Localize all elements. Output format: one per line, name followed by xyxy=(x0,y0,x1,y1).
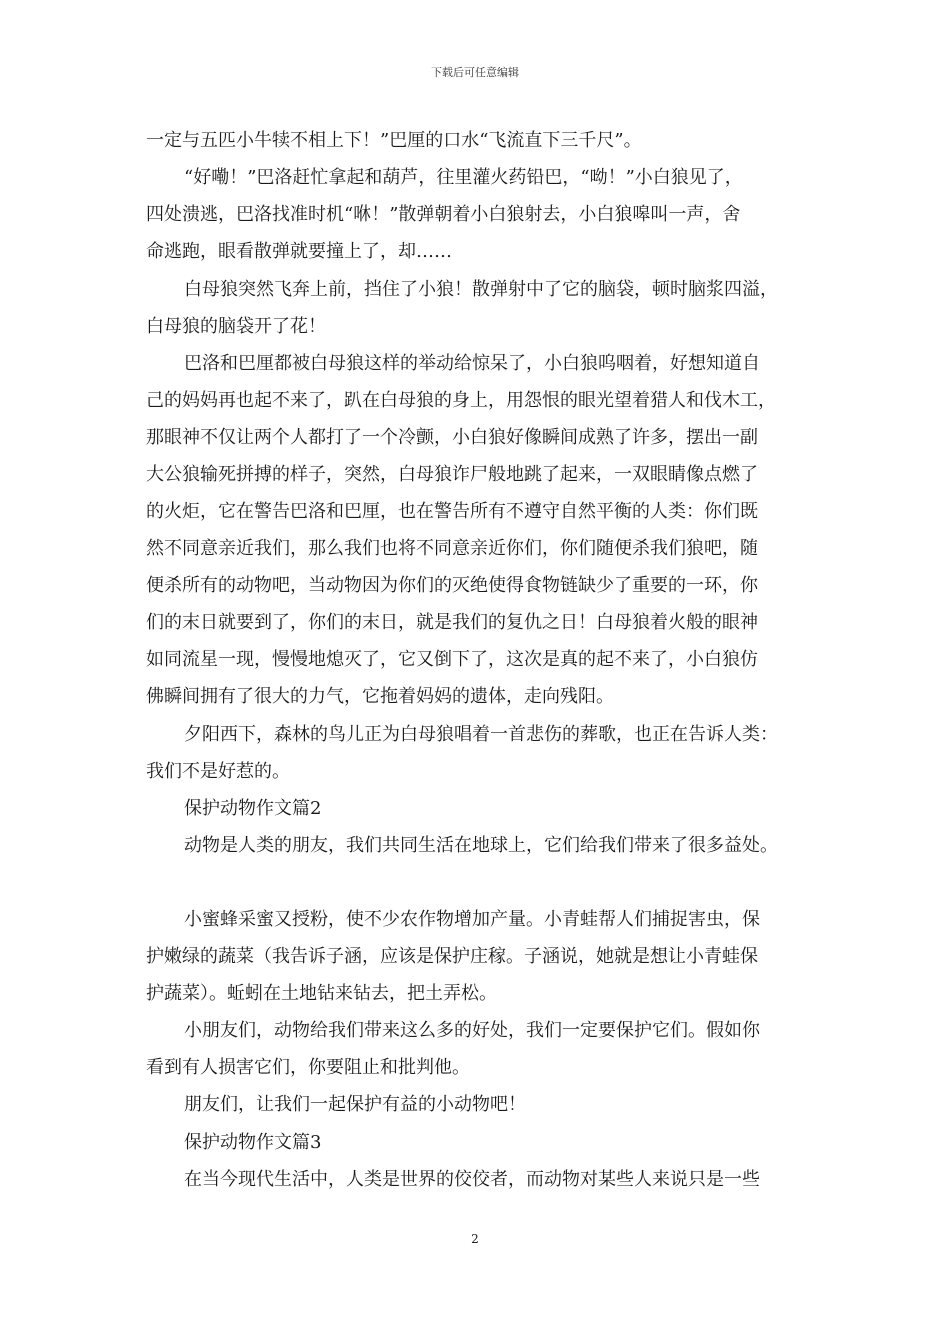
text-line: 动物是人类的朋友，我们共同生活在地球上，它们给我们带来了很多益处。 xyxy=(184,835,778,856)
text-line: 一定与五匹小牛犊不相上下！”巴厘的口水“飞流直下三千尺”。 xyxy=(146,130,642,151)
text-line: 在当今现代生活中，人类是世界的佼佼者，而动物对某些人来说只是一些 xyxy=(184,1169,760,1190)
text-line: 巴洛和巴厘都被白母狼这样的举动给惊呆了，小白狼呜咽着，好想知道自 xyxy=(184,353,760,374)
text-line: 佛瞬间拥有了很大的力气，它拖着妈妈的遗体，走向残阳。 xyxy=(146,686,614,707)
text-line: 看到有人损害它们，你要阻止和批判他。 xyxy=(146,1057,470,1078)
text-line: 小朋友们，动物给我们带来这么多的好处，我们一定要保护它们。假如你 xyxy=(184,1020,760,1041)
text-line: 朋友们，让我们一起保护有益的小动物吧！ xyxy=(184,1094,526,1115)
text-line: 便杀所有的动物吧，当动物因为你们的灭绝使得食物链缺少了重要的一环，你 xyxy=(146,575,758,596)
text-line: 护嫩绿的蔬菜（我告诉子涵，应该是保护庄稼。子涵说，她就是想让小青蛙保 xyxy=(146,946,758,967)
text-line: 的火炬，它在警告巴洛和巴厘，也在警告所有不遵守自然平衡的人类：你们既 xyxy=(146,501,758,522)
page-header: 下载后可任意编辑 xyxy=(431,66,519,79)
text-line: 大公狼输死拼搏的样子，突然，白母狼诈尸般地跳了起来，一双眼睛像点燃了 xyxy=(146,464,758,485)
text-line: 白母狼的脑袋开了花！ xyxy=(146,316,326,337)
text-line: 四处溃逃，巴洛找准时机“咻！”散弹朝着小白狼射去，小白狼嗥叫一声，舍 xyxy=(146,204,741,225)
text-line: 那眼神不仅让两个人都打了一个冷颤，小白狼好像瞬间成熟了许多，摆出一副 xyxy=(146,427,758,448)
page-number: 2 xyxy=(471,1232,479,1246)
text-line: 们的末日就要到了，你们的末日，就是我们的复仇之日！白母狼着火般的眼神 xyxy=(146,612,758,633)
section-heading: 保护动物作文篇3 xyxy=(184,1132,322,1153)
text-line: 夕阳西下，森林的鸟儿正为白母狼唱着一首悲伤的葬歌，也正在告诉人类： xyxy=(184,724,778,745)
text-line: 我们不是好惹的。 xyxy=(146,761,290,782)
text-line: 然不同意亲近我们，那么我们也将不同意亲近你们，你们随便杀我们狼吧，随 xyxy=(146,538,758,559)
section-heading: 保护动物作文篇2 xyxy=(184,798,322,819)
text-line: “好嘞！”巴洛赶忙拿起和葫芦，往里灌火药铅巴，“呦！”小白狼见了， xyxy=(184,167,743,188)
text-line: 白母狼突然飞奔上前，挡住了小狼！散弹射中了它的脑袋，顿时脑浆四溢， xyxy=(184,279,778,300)
text-line: 小蜜蜂采蜜又授粉，使不少农作物增加产量。小青蛙帮人们捕捉害虫，保 xyxy=(184,909,760,930)
text-line: 护蔬菜）。蚯蚓在土地钻来钻去，把土弄松。 xyxy=(146,983,497,1004)
text-line: 如同流星一现，慢慢地熄灭了，它又倒下了，这次是真的起不来了，小白狼仿 xyxy=(146,649,758,670)
text-line: 己的妈妈再也起不来了，趴在白母狼的身上，用怨恨的眼光望着猎人和伐木工， xyxy=(146,390,776,411)
text-line: 命逃跑，眼看散弹就要撞上了，却…… xyxy=(146,241,452,262)
